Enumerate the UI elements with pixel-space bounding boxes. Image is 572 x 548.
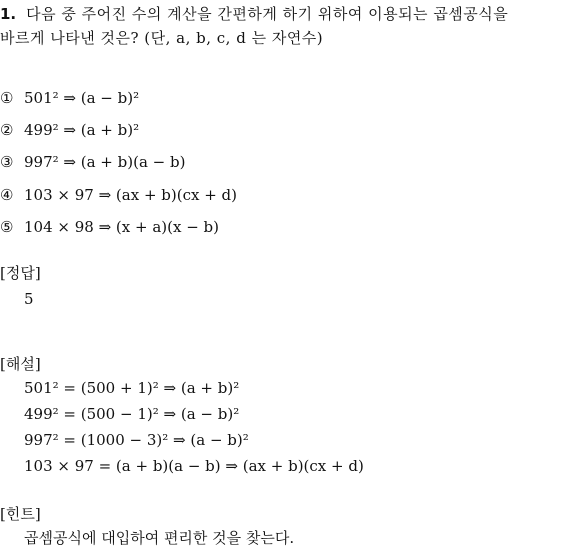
answer-label: [정답] xyxy=(0,264,41,282)
option-1[interactable] xyxy=(0,88,139,108)
explanation-line-2: 499² = (500 − 1)² ⇒ (a − b)² xyxy=(24,405,240,423)
option-marker: ② xyxy=(0,121,14,139)
option-marker: ⑤ xyxy=(0,218,14,236)
option-5[interactable] xyxy=(0,217,219,237)
question-line-1 xyxy=(0,4,508,24)
option-2[interactable] xyxy=(0,120,139,140)
option-expression: 103 × 97 ⇒ (ax + b)(cx + d) xyxy=(24,186,238,204)
option-expression: 499² ⇒ (a + b)² xyxy=(24,121,140,139)
explanation-line-4: 103 × 97 = (a + b)(a − b) ⇒ (ax + b)(cx + d) xyxy=(24,457,364,475)
option-3[interactable] xyxy=(0,152,185,172)
hint-label: [힌트] xyxy=(0,505,41,523)
option-marker: ④ xyxy=(0,186,14,204)
option-marker: ③ xyxy=(0,153,14,171)
question-line-2 xyxy=(0,28,323,48)
option-expression: 997² ⇒ (a + b)(a − b) xyxy=(24,153,186,171)
explanation-line-1: 501² = (500 + 1)² ⇒ (a + b)² xyxy=(24,379,240,397)
option-expression: 104 × 98 ⇒ (x + a)(x − b) xyxy=(24,218,220,236)
question-text-2: 바르게 나타낸 것은? (단, a, b, c, d 는 자연수) xyxy=(0,29,324,47)
option-expression: 501² ⇒ (a − b)² xyxy=(24,89,140,107)
question-text-1: 다음 중 주어진 수의 계산을 간편하게 하기 위하여 이용되는 곱셈공식을 xyxy=(26,5,509,23)
hint-text: 곱셈공식에 대입하여 편리한 것을 찾는다. xyxy=(24,529,295,547)
answer-value: 5 xyxy=(24,290,34,308)
option-marker: ① xyxy=(0,89,14,107)
explanation-line-3: 997² = (1000 − 3)² ⇒ (a − b)² xyxy=(24,431,249,449)
question-number: 1. xyxy=(0,5,17,23)
explanation-label: [해설] xyxy=(0,355,41,373)
option-4[interactable] xyxy=(0,185,237,205)
